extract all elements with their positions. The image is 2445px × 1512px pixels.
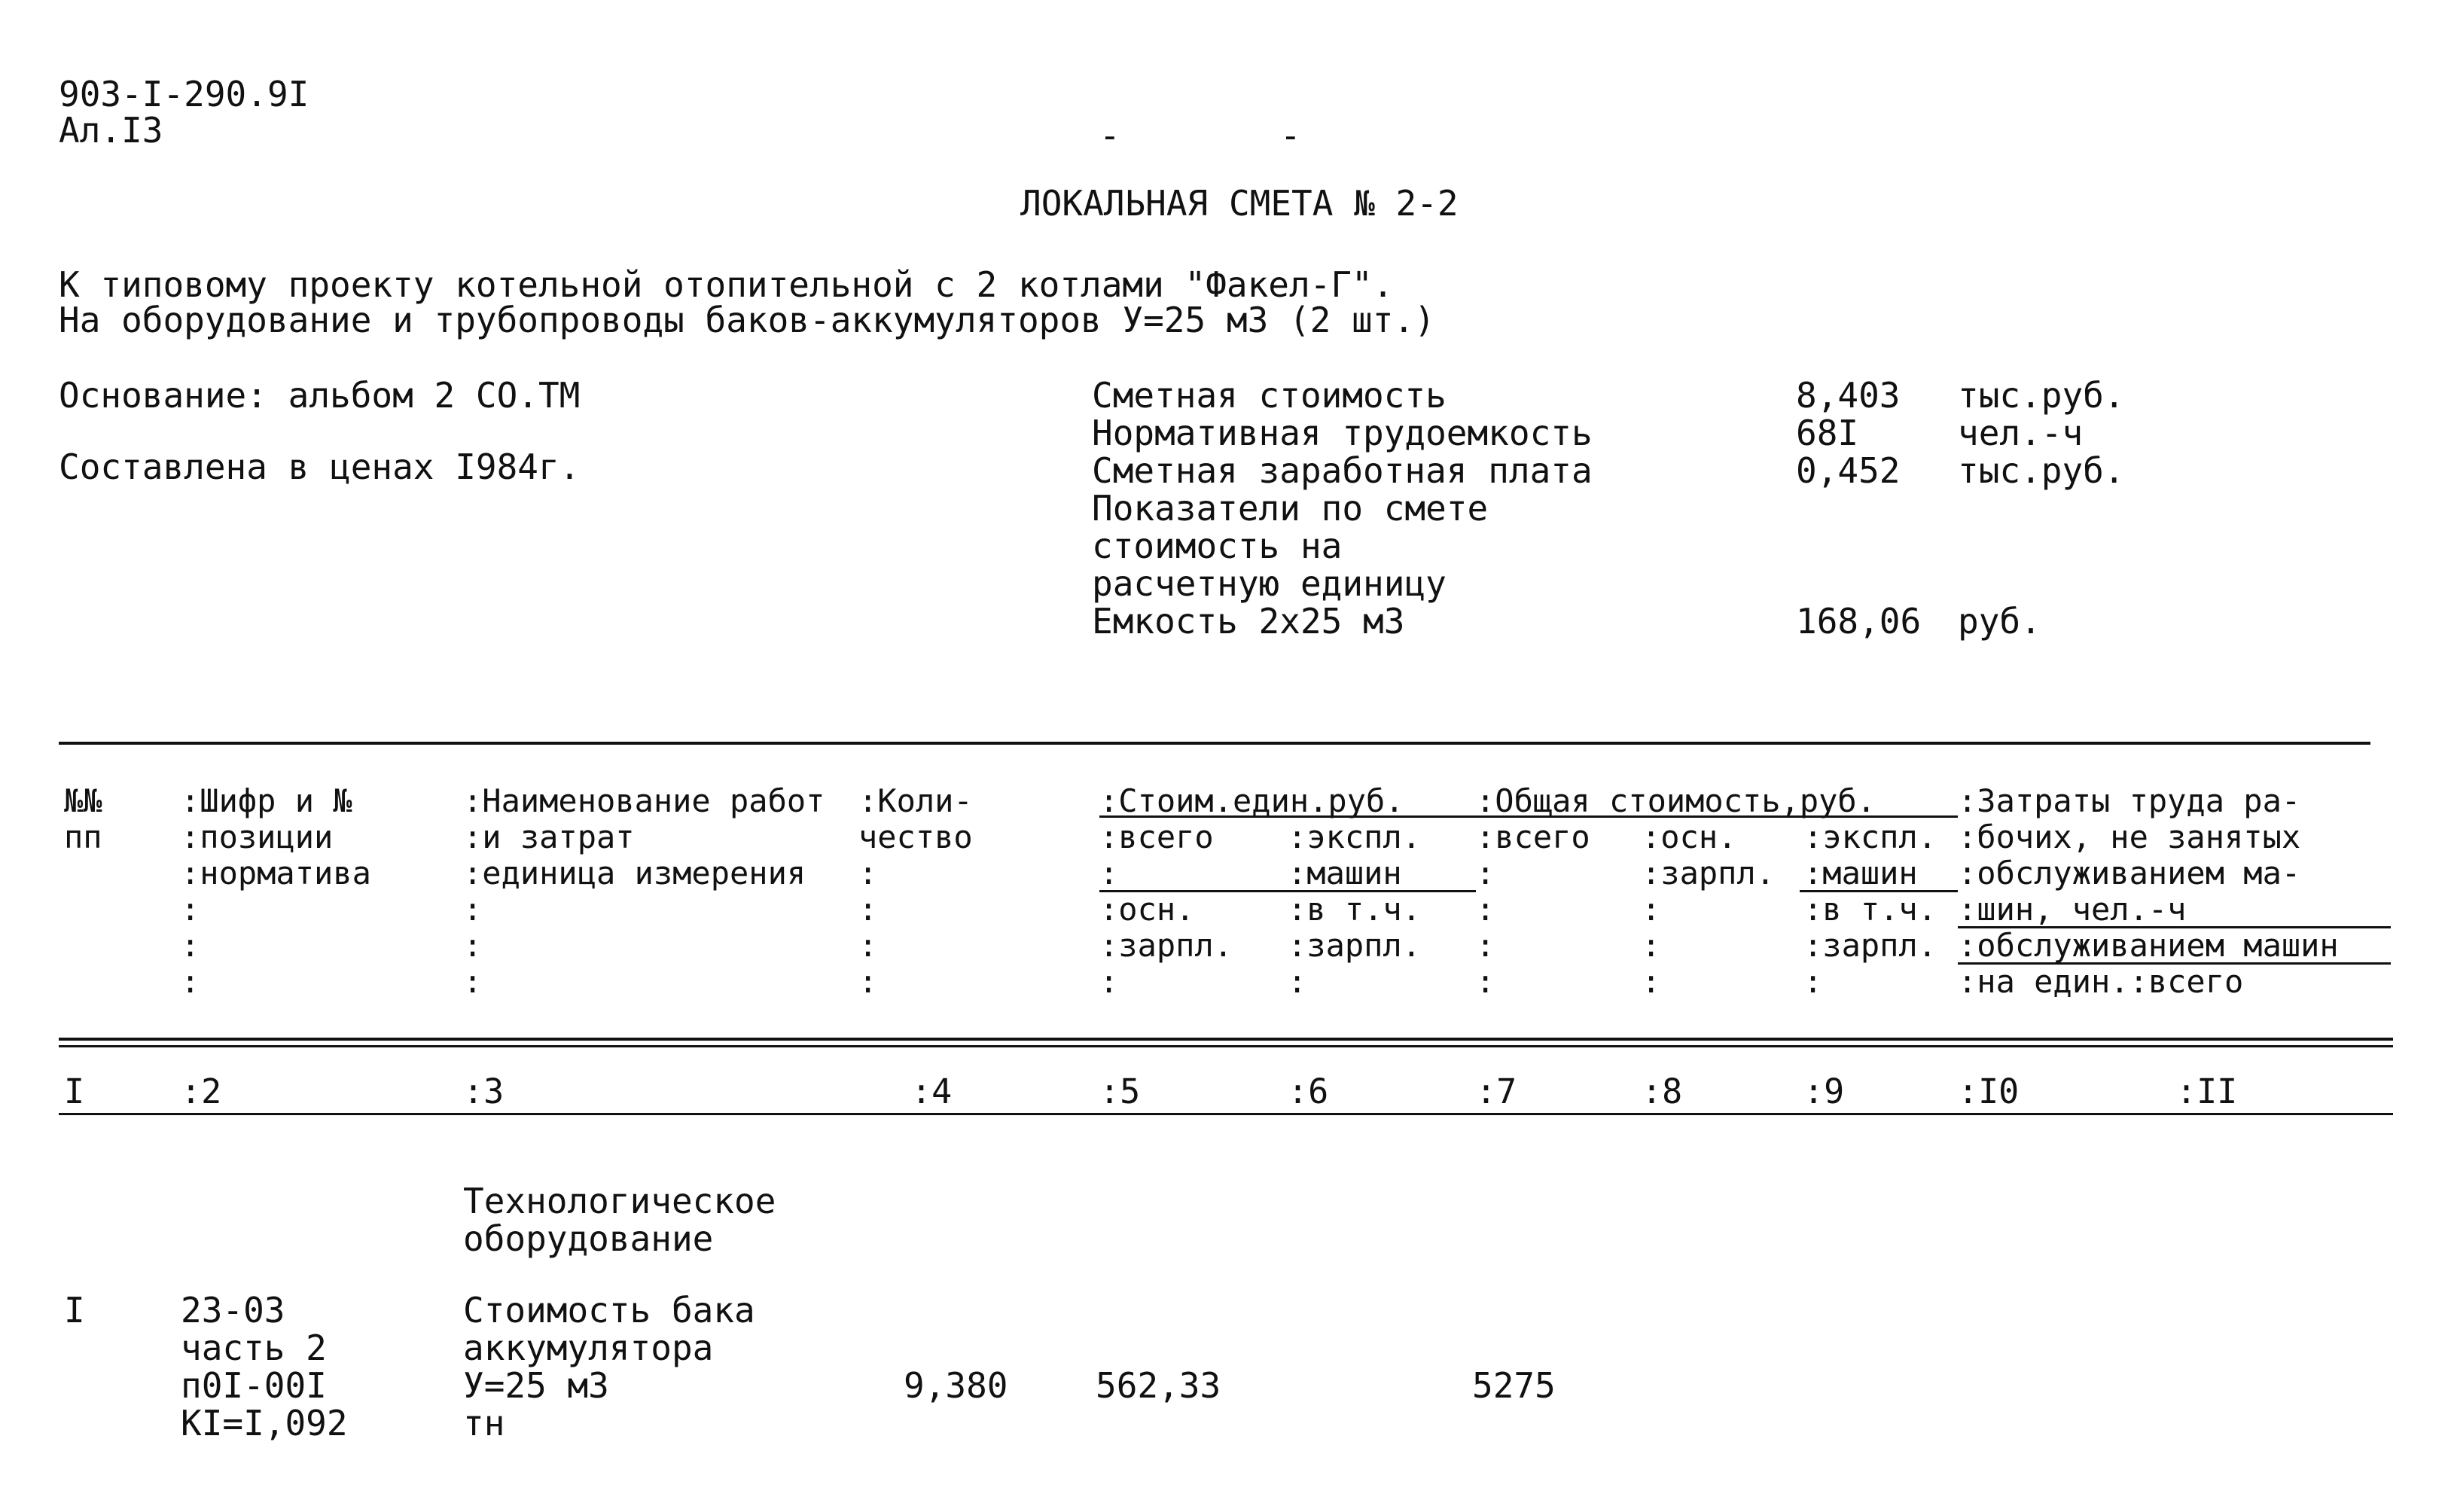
col-number: :7 — [1476, 1072, 1517, 1111]
indicator-line: стоимость на — [1092, 526, 1343, 566]
header-text: : — [858, 855, 878, 892]
indicator-line: Емкость 2х25 м3 — [1092, 601, 1405, 642]
basis-text: Основание: альбом 2 СО.ТМ — [59, 375, 581, 416]
row-number: I — [64, 1290, 85, 1331]
header-text: : — [1288, 963, 1307, 1000]
row-name-line: У=25 м3 — [463, 1365, 609, 1406]
row-total-cost: 5275 — [1472, 1365, 1556, 1406]
header-col-4 — [858, 783, 973, 1000]
header-text: : — [1476, 963, 1495, 1000]
row-quantity: 9,380 — [904, 1365, 1008, 1406]
sheet-number: Ал.I3 — [59, 110, 163, 151]
col-number: :II — [2176, 1072, 2238, 1111]
header-text: : — [1642, 963, 1661, 1000]
header-text: : — [181, 927, 200, 964]
header-text: : — [181, 963, 200, 1000]
header-text: :экспл. — [1803, 818, 1937, 855]
header-text: : — [1803, 963, 1823, 1000]
header-text: :обслуживанием ма- — [1958, 855, 2301, 892]
col-number: :8 — [1642, 1072, 1683, 1111]
header-group-total-cost: :Общая стоимость,руб. — [1476, 782, 1876, 819]
summary-label: Сметная стоимость — [1092, 375, 1447, 416]
indicator-value: 168,06 — [1796, 601, 1922, 642]
header-text: : — [858, 963, 878, 1000]
col-number: :2 — [181, 1072, 222, 1111]
header-text: :в т.ч. — [1803, 891, 1937, 928]
header-text: :и затрат — [463, 818, 635, 855]
summary-value: 8,403 — [1796, 375, 1901, 416]
header-text: : — [858, 891, 878, 928]
indicator-line: Показатели по смете — [1092, 488, 1489, 529]
header-text: :осн. — [1642, 818, 1737, 855]
section-title-line: оборудование — [463, 1218, 714, 1259]
row-code-line: п0I-00I — [181, 1365, 327, 1406]
header-group-labor — [1958, 783, 2339, 1000]
col-number: :4 — [911, 1072, 953, 1111]
summary-value: 68I — [1796, 413, 1859, 453]
header-col-1 — [64, 783, 102, 855]
header-text: :всего — [1476, 818, 1590, 855]
header-text: :экспл. — [1288, 818, 1422, 855]
subtitle-project: К типовому проекту котельной отопительной с 2 котлами "Факел-Г". — [59, 264, 1394, 305]
header-text: :норматива — [181, 855, 371, 892]
header-text: : — [1476, 855, 1495, 892]
header-col-7 — [1476, 819, 1590, 1000]
row-name-line: тн — [463, 1403, 505, 1443]
header-col-9 — [1803, 819, 1937, 1000]
header-text: :всего — [1099, 818, 1214, 855]
header-col-2 — [181, 783, 371, 1000]
prices-year-text: Составлена в ценах I984г. — [59, 447, 581, 487]
header-text: :осн. — [1099, 891, 1195, 928]
row-code-line: 23-03 — [181, 1290, 285, 1331]
colnum-underline — [59, 1113, 2393, 1115]
indicator-line: расчетную единицу — [1092, 563, 1447, 604]
row-name-line: аккумулятора — [463, 1328, 714, 1368]
col-number: :6 — [1288, 1072, 1329, 1111]
row-name-line: Стоимость бака — [463, 1290, 755, 1331]
header-text: : — [463, 963, 483, 1000]
header-text: :Коли- — [858, 782, 973, 819]
header-text: :на един.:всего — [1958, 963, 2244, 1000]
header-text: :в т.ч. — [1288, 891, 1422, 928]
row-code — [181, 1291, 348, 1442]
summary-value: 0,452 — [1796, 450, 1901, 491]
header-text: : — [463, 891, 483, 928]
header-group-unit-cost: :Стоим.един.руб. — [1099, 782, 1404, 819]
header-text: :машин — [1803, 855, 1918, 892]
col-number: :3 — [463, 1072, 505, 1111]
row-code-line: часть 2 — [181, 1328, 327, 1368]
page-title: ЛОКАЛЬНАЯ СМЕТА № 2-2 — [1020, 183, 1459, 224]
summary-unit: тыс.руб. — [1958, 450, 2125, 491]
header-col-6 — [1288, 819, 1421, 1000]
row-name — [463, 1291, 755, 1442]
summary-label: Нормативная трудоемкость — [1092, 413, 1593, 453]
header-text: :шин, чел.-ч — [1958, 891, 2187, 928]
header-text: чество — [858, 818, 973, 855]
header-text: : — [181, 891, 200, 928]
header-text: : — [1642, 927, 1661, 964]
summary-unit: тыс.руб. — [1958, 375, 2125, 416]
dash-mark: - — [1099, 115, 1120, 156]
summary-label: Сметная заработная плата — [1092, 450, 1593, 491]
header-bottom-rule — [59, 1038, 2393, 1041]
header-text: : — [1099, 855, 1119, 892]
header-text: : — [1476, 891, 1495, 928]
header-bottom-rule-2 — [59, 1045, 2393, 1047]
header-col-8 — [1642, 819, 1775, 1000]
summary-units — [1958, 376, 2125, 489]
section-title — [463, 1182, 776, 1257]
header-text: : — [1642, 891, 1661, 928]
dash-mark: - — [1280, 115, 1301, 156]
header-text: пп — [64, 818, 102, 855]
header-text: №№ — [64, 782, 102, 819]
table-top-rule — [59, 742, 2370, 745]
header-text: :зарпл. — [1288, 927, 1422, 964]
header-text: : — [858, 927, 878, 964]
header-col-5 — [1099, 819, 1233, 1000]
col-number: :5 — [1099, 1072, 1141, 1111]
summary-labels — [1092, 376, 1593, 640]
indicator-unit: руб. — [1958, 601, 2041, 642]
section-title-line: Технологическое — [463, 1181, 776, 1221]
header-text: :Наименование работ — [463, 782, 825, 819]
header-text: :единица измерения — [463, 855, 806, 892]
header-text: :позиции — [181, 818, 334, 855]
summary-values — [1796, 376, 1900, 489]
header-col-3 — [463, 783, 825, 1000]
header-text: :Затраты труда ра- — [1958, 782, 2301, 819]
header-text: : — [1099, 963, 1119, 1000]
header-text: :машин — [1288, 855, 1402, 892]
col-number: :9 — [1803, 1072, 1845, 1111]
doc-code: 903-I-290.9I — [59, 74, 309, 114]
header-text: :зарпл. — [1099, 927, 1233, 964]
col-number: I — [64, 1072, 85, 1111]
subtitle-equipment: На оборудование и трубопроводы баков-аккумуляторов У=25 м3 (2 шт.) — [59, 300, 1435, 340]
summary-unit: чел.-ч — [1958, 413, 2084, 453]
header-text: : — [463, 927, 483, 964]
header-text: :зарпл. — [1642, 855, 1776, 892]
header-text: :Шифр и № — [181, 782, 352, 819]
header-text: : — [1476, 927, 1495, 964]
header-text: :зарпл. — [1803, 927, 1937, 964]
row-unit-total: 562,33 — [1096, 1365, 1221, 1406]
col-number: :I0 — [1958, 1072, 2020, 1111]
header-text: :бочих, не занятых — [1958, 818, 2301, 855]
row-code-line: КI=I,092 — [181, 1403, 348, 1443]
header-text: :обслуживанием машин — [1958, 927, 2339, 964]
